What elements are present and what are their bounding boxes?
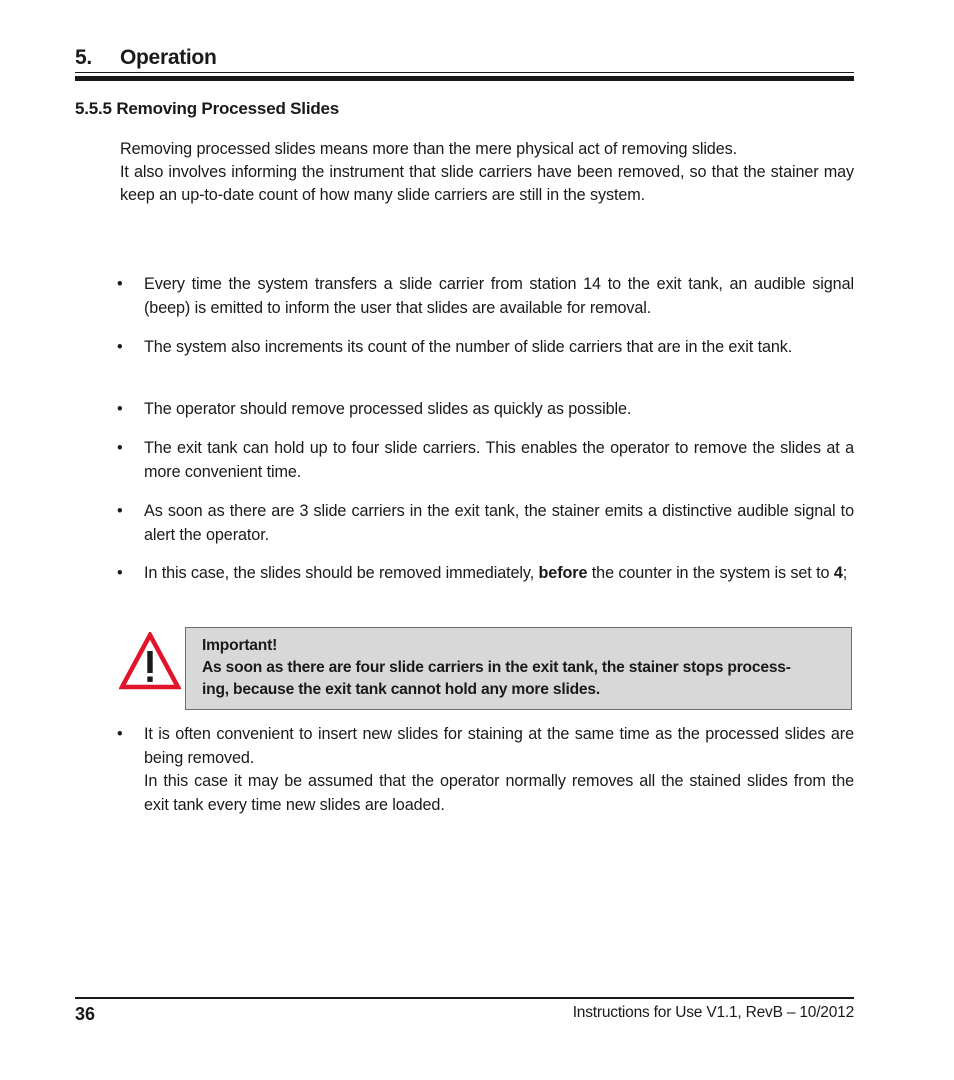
important-notice <box>185 627 852 710</box>
document-info: Instructions for Use V1.1, RevB – 10/2012 <box>572 1004 854 1021</box>
list-item-paragraph-2: In this case it may be assumed that the operator normally removes all the stained slides from the exit tank every time new slides are loaded. <box>144 772 854 814</box>
list-item <box>117 273 854 320</box>
bullet-marker: • <box>117 725 123 743</box>
list-item-text-part: In this case, the slides should be removed immediately, <box>144 564 539 582</box>
list-item-text: The operator should remove processed slides as quickly as possible. <box>144 400 632 418</box>
page-number: 36 <box>75 1004 96 1024</box>
bullet-marker: • <box>117 275 123 293</box>
bullet-marker: • <box>117 502 123 520</box>
list-item <box>117 723 854 817</box>
counter-value: 4 <box>833 564 843 582</box>
list-item <box>117 336 854 360</box>
header-divider-thin <box>75 72 854 73</box>
intro-paragraph <box>120 138 854 207</box>
warning-triangle-svg <box>119 632 181 690</box>
intro-line-1: Removing processed slides means more than the mere physical act of removing slides. <box>120 140 738 158</box>
bullet-marker: • <box>117 439 123 457</box>
notice-line-2: ing, because the exit tank cannot hold any more slides. <box>202 681 601 698</box>
list-item-text <box>144 723 854 817</box>
list-item <box>117 500 854 547</box>
header-divider-thick <box>75 76 854 81</box>
list-item-text: The exit tank can hold up to four slide carriers. This enables the operator to remove the slides at a more convenient time. <box>144 439 854 481</box>
bullet-marker: • <box>117 400 123 418</box>
list-item-text-end: ; <box>842 564 848 582</box>
subsection-title: 5.5.5 Removing Processed Slides <box>75 99 340 118</box>
bullet-marker: • <box>117 564 123 582</box>
section-number: 5. <box>75 46 92 69</box>
intro-line-2: It also involves informing the instrument that slide carriers have been removed, so that the stainer may keep an up-to-date count of how many slide carriers are still in the system. <box>120 163 854 204</box>
list-item-text <box>144 562 854 586</box>
footer-divider <box>75 997 854 999</box>
notice-content <box>202 635 837 701</box>
notice-title: Important! <box>202 637 278 654</box>
list-item-paragraph-1: It is often convenient to insert new slides for staining at the same time as the processed slides are being removed. <box>144 725 854 767</box>
list-item-text: As soon as there are 3 slide carriers in the exit tank, the stainer emits a distinctive audible signal to alert the operator. <box>144 502 854 544</box>
section-title: Operation <box>120 46 217 69</box>
list-item <box>117 398 854 422</box>
list-item-text: The system also increments its count of the number of slide carriers that are in the exit tank. <box>144 338 793 356</box>
bullet-marker: • <box>117 338 123 356</box>
notice-line-1: As soon as there are four slide carriers in the exit tank, the stainer stops process- <box>202 659 791 676</box>
emphasis-before: before <box>538 564 588 582</box>
list-item-text: Every time the system transfers a slide carrier from station 14 to the exit tank, an audible signal (beep) is emitted to inform the user that slides are available for removal. <box>144 275 854 317</box>
list-item <box>117 562 854 586</box>
list-item-text-part: the counter in the system is set to <box>587 564 834 582</box>
list-item <box>117 437 854 484</box>
warning-triangle-icon <box>119 632 181 690</box>
